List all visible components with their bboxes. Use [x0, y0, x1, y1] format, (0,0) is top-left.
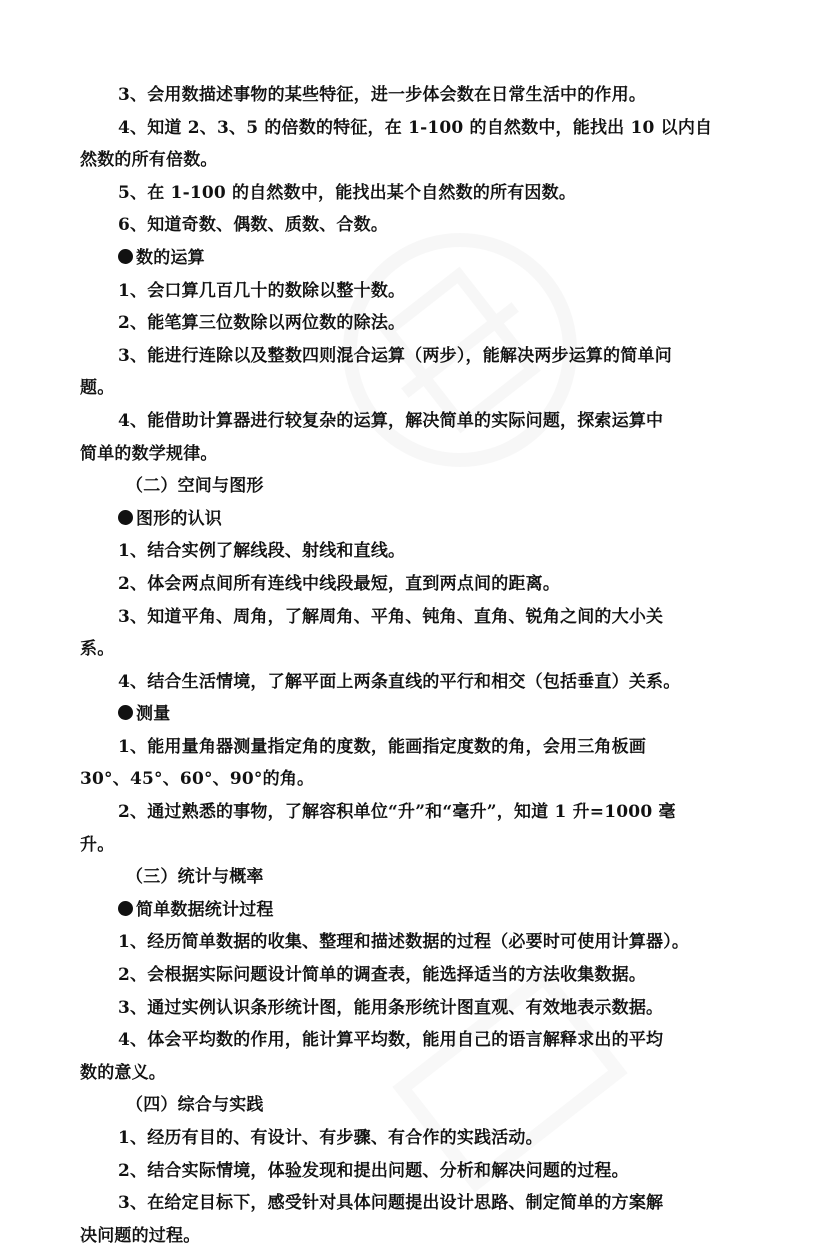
text-line: 2、体会两点间所有连线中线段最短，直到两点间的距离。	[118, 573, 561, 594]
chapter-heading: （二）空间与图形	[126, 476, 264, 497]
chapter-heading: （三）统计与概率	[126, 867, 264, 888]
section-heading	[118, 503, 743, 536]
text-line: 4、能借助计算器进行较复杂的运算，解决简单的实际问题，探索运算中	[118, 410, 664, 431]
text-line: 升。	[80, 834, 115, 855]
text-line: 1、会口算几百几十的数除以整十数。	[118, 280, 406, 301]
bullet-icon	[118, 901, 133, 916]
text-line: 6、知道奇数、偶数、质数、合数。	[118, 215, 389, 236]
section-heading	[118, 242, 743, 275]
text-line: 题。	[80, 378, 115, 399]
section-heading-text: 简单数据统计过程	[136, 899, 274, 920]
text-line: 4、知道 2、3、5 的倍数的特征，在 1-100 的自然数中，能找出 10 以内自	[118, 117, 713, 138]
bullet-icon	[118, 705, 133, 720]
text-line: 系。	[80, 639, 115, 660]
text-line: 3、知道平角、周角，了解周角、平角、钝角、直角、锐角之间的大小关	[118, 606, 664, 627]
text-line: 4、结合生活情境，了解平面上两条直线的平行和相交（包括垂直）关系。	[118, 671, 681, 692]
text-line: 1、经历简单数据的收集、整理和描述数据的过程（必要时可使用计算器）。	[118, 932, 690, 953]
text-line: 数的意义。	[80, 1062, 166, 1083]
text-line: 2、结合实际情境，体验发现和提出问题、分析和解决问题的过程。	[118, 1160, 629, 1181]
chapter-heading: （四）综合与实践	[126, 1095, 264, 1116]
text-line: 2、能笔算三位数除以两位数的除法。	[118, 313, 406, 334]
section-heading-text: 图形的认识	[136, 508, 222, 529]
text-line: 1、能用量角器测量指定角的度数，能画指定度数的角，会用三角板画	[118, 736, 647, 757]
text-line: 3、能进行连除以及整数四则混合运算（两步），能解决两步运算的简单问	[118, 345, 672, 366]
text-line: 决问题的过程。	[80, 1225, 201, 1246]
text-line: 3、在给定目标下，感受针对具体问题提出设计思路、制定简单的方案解	[118, 1193, 664, 1214]
document-body	[80, 79, 743, 1252]
text-line: 5、在 1-100 的自然数中，能找出某个自然数的所有因数。	[118, 182, 577, 203]
text-line: 4、体会平均数的作用，能计算平均数，能用自己的语言解释求出的平均	[118, 1030, 664, 1051]
text-line: 然数的所有倍数。	[80, 150, 218, 171]
text-line: 2、通过熟悉的事物，了解容积单位“升”和“毫升”，知道 1 升=1000 毫	[118, 802, 676, 823]
section-heading	[118, 894, 743, 927]
text-line: 30°、45°、60°、90°的角。	[80, 769, 315, 790]
section-heading-text: 测量	[136, 704, 171, 725]
text-line: 1、经历有目的、有设计、有步骤、有合作的实践活动。	[118, 1128, 543, 1148]
section-heading-text: 数的运算	[136, 247, 205, 268]
bullet-icon	[118, 510, 133, 525]
text-line: 简单的数学规律。	[80, 443, 218, 464]
text-line: 2、会根据实际问题设计简单的调查表，能选择适当的方法收集数据。	[118, 965, 647, 986]
bullet-icon	[118, 249, 133, 264]
text-line: 3、会用数描述事物的某些特征，进一步体会数在日常生活中的作用。	[118, 85, 647, 105]
section-heading	[118, 698, 743, 731]
text-line: 1、结合实例了解线段、射线和直线。	[118, 541, 406, 562]
text-line: 3、通过实例认识条形统计图，能用条形统计图直观、有效地表示数据。	[118, 997, 664, 1018]
